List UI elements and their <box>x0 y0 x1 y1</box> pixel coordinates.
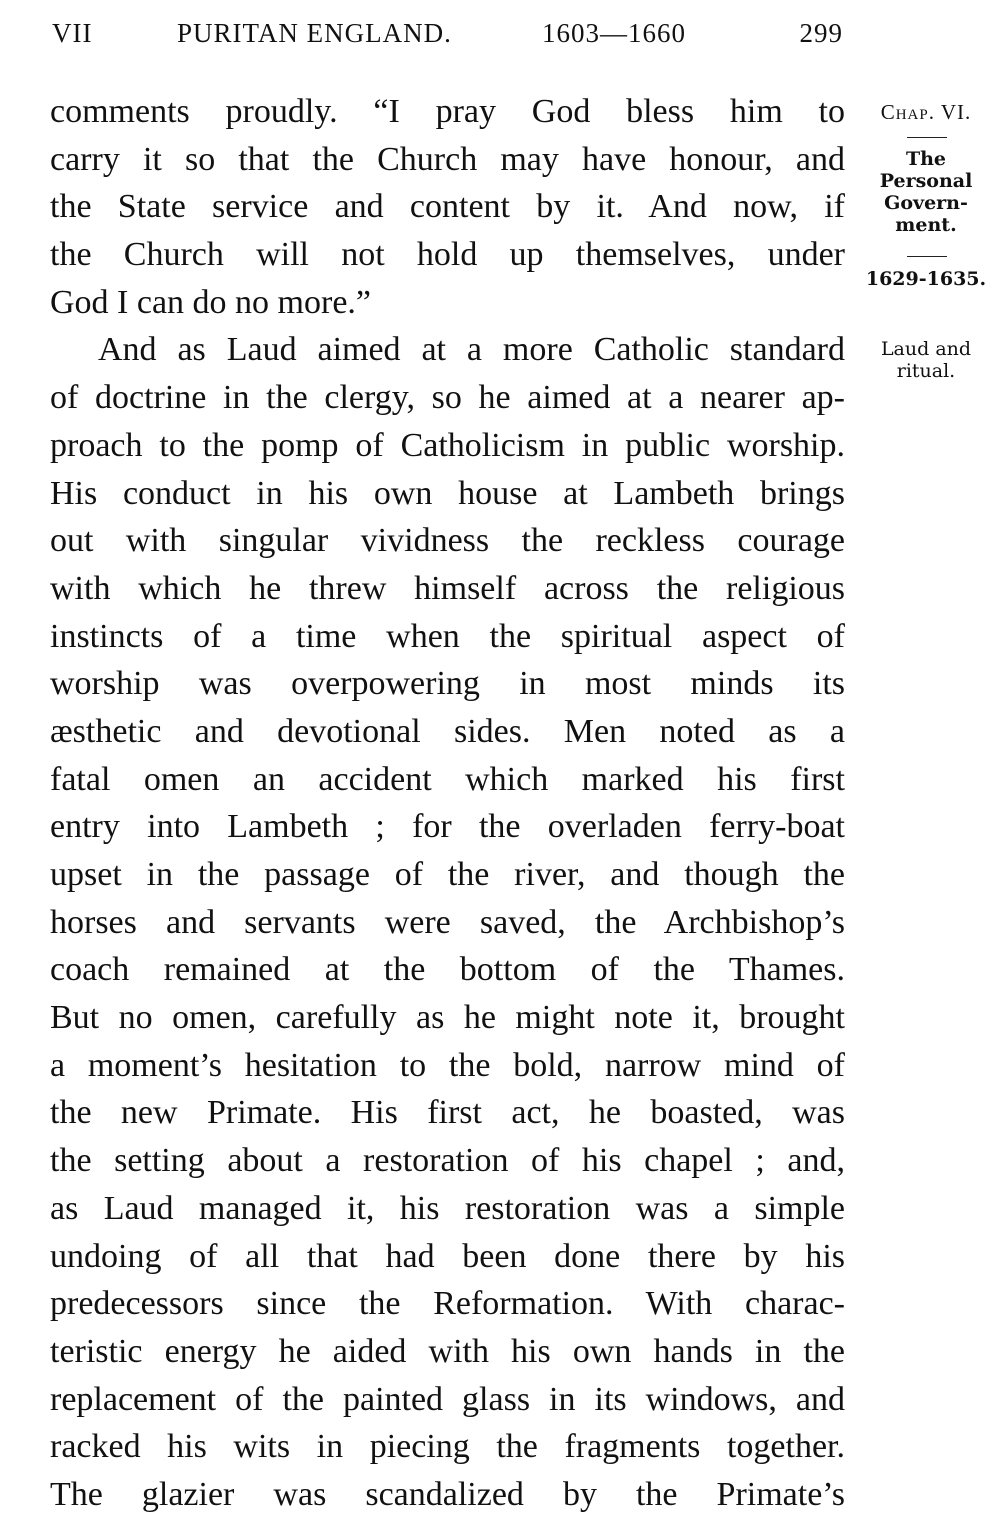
body-text <box>50 88 845 1519</box>
margin-section-line: ment. <box>895 214 957 236</box>
text-line: worship was overpowering in most minds its <box>50 665 845 703</box>
text-line: But no omen, carefully as he might note it, brought <box>50 999 845 1037</box>
page-number: 299 <box>799 18 843 48</box>
text-line: of doctrine in the clergy, so he aimed at a nearer ap- <box>50 379 845 417</box>
margin-topic-line: ritual. <box>896 360 956 382</box>
margin-topic-line: Laud and <box>880 338 972 360</box>
margin-section-note <box>862 148 990 236</box>
margin-section-line: The <box>905 148 947 170</box>
text-line: undoing of all that had been done there by his <box>50 1237 845 1275</box>
text-line: horses and servants were saved, the Archbishop’s <box>50 903 845 941</box>
text-line: the State service and content by it. And now, if <box>50 188 845 226</box>
margin-topic-note <box>862 338 990 382</box>
header-chapter-number: VII <box>52 18 93 48</box>
text-line: carry it so that the Church may have honour, and <box>50 140 845 178</box>
text-line: God I can do no more.” <box>50 283 372 321</box>
header-book-title: PURITAN ENGLAND. <box>177 18 452 48</box>
text-line: fatal omen an accident which marked his first <box>50 760 845 798</box>
text-line: predecessors since the Reformation. With charac- <box>50 1285 845 1323</box>
text-line: the new Primate. His first act, he boasted, was <box>50 1094 845 1132</box>
text-line: the setting about a restoration of his chapel ; and, <box>50 1142 845 1180</box>
text-line: instincts of a time when the spiritual aspect of <box>50 617 845 655</box>
margin-rule <box>907 137 947 138</box>
text-line: æsthetic and devotional sides. Men noted as a <box>50 712 845 750</box>
text-line: coach remained at the bottom of the Thames. <box>50 951 845 989</box>
text-line: proach to the pomp of Catholicism in public worship. <box>50 426 845 464</box>
text-line: entry into Lambeth ; for the overladen ferry-boat <box>50 808 845 846</box>
text-line: The glazier was scandalized by the Primate’s <box>50 1475 845 1513</box>
text-line: the Church will not hold up themselves, under <box>50 236 845 274</box>
running-header <box>50 18 845 54</box>
margin-rule <box>907 256 947 257</box>
margin-chapter-label: Chap. VI. <box>880 100 972 124</box>
margin-section-line: Govern- <box>884 192 968 214</box>
text-line: out with singular vividness the reckless courage <box>50 522 845 560</box>
text-line: And as Laud aimed at a more Catholic standard <box>98 331 845 369</box>
header-date-range: 1603—1660 <box>542 18 686 48</box>
margin-years-label: 1629-1635. <box>865 268 987 290</box>
text-line: racked his wits in piecing the fragments together. <box>50 1428 845 1466</box>
text-line: His conduct in his own house at Lambeth brings <box>50 474 845 512</box>
text-line: replacement of the painted glass in its windows, and <box>50 1380 845 1418</box>
text-line: as Laud managed it, his restoration was a simple <box>50 1189 845 1227</box>
text-line: with which he threw himself across the religious <box>50 569 845 607</box>
text-line: teristic energy he aided with his own hands in the <box>50 1332 845 1370</box>
text-line: comments proudly. “I pray God bless him to <box>50 93 845 130</box>
margin-section-line: Personal <box>879 170 973 192</box>
text-line: a moment’s hesitation to the bold, narrow mind of <box>50 1046 845 1084</box>
text-line: upset in the passage of the river, and though the <box>50 856 845 893</box>
